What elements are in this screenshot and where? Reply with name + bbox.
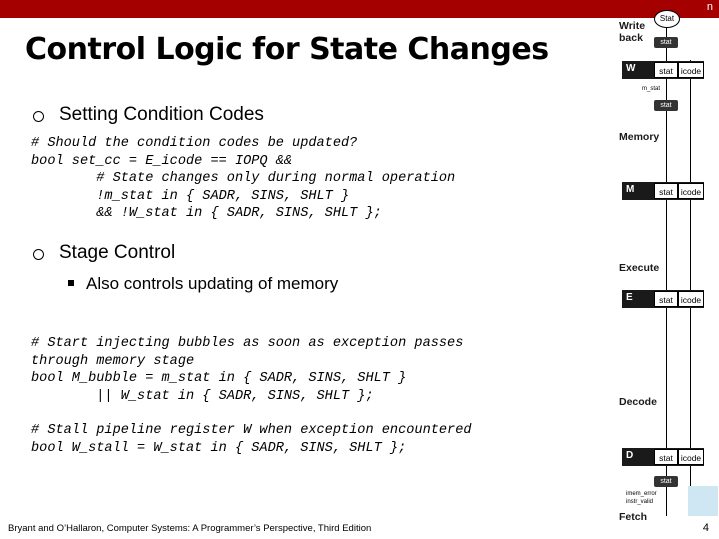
stage-label-writeback: Write back <box>619 20 646 44</box>
code-w-stall: # Stall pipeline register W when exception encountered bool W_stall = W_stat in { SADR, SINS, SHLT }; <box>31 423 472 456</box>
register-cell: icode <box>678 62 704 78</box>
sub-bullet <box>68 274 338 294</box>
register-cell: stat <box>654 62 678 78</box>
stat-box-m: stat <box>654 100 678 111</box>
register-cell: stat <box>654 449 678 465</box>
register-e <box>622 290 704 308</box>
register-letter: M <box>626 184 635 195</box>
stage-label-memory: Memory <box>619 131 660 143</box>
top-bar-text: n <box>706 1 713 13</box>
sub-bullet-text: Also controls updating of memory <box>86 274 339 293</box>
stage-label-fetch: Fetch <box>619 511 648 523</box>
register-letter: W <box>626 63 636 74</box>
register-cell: icode <box>678 183 704 199</box>
bullet-ring-icon <box>33 111 44 122</box>
stage-label-decode: Decode <box>619 396 657 408</box>
square-bullet-icon <box>68 280 74 286</box>
fetch-logic-block <box>688 486 718 516</box>
stat-oval: Stat <box>654 10 680 28</box>
pipeline-diagram <box>612 0 719 539</box>
fetch-signals <box>626 490 657 506</box>
register-cell: stat <box>654 183 678 199</box>
code-m-bubble: # Start injecting bubbles as soon as exception passes through memory stage bool M_bubble = m_stat in { SADR, SINS, SHLT } || W_stat in { SADR, SINS, SHLT }; <box>31 336 464 404</box>
register-cell: stat <box>654 291 678 307</box>
register-cell: icode <box>678 449 704 465</box>
m-stat-label: m_stat <box>642 86 661 92</box>
register-letter: E <box>626 292 633 303</box>
register-w <box>622 61 704 79</box>
imem-error-label: imem_error <box>626 491 657 497</box>
register-d <box>622 448 704 466</box>
stage-label-execute: Execute <box>619 262 660 274</box>
page-number: 4 <box>702 522 709 534</box>
register-letter: D <box>626 450 634 461</box>
stat-box-w: stat <box>654 37 678 48</box>
stat-box-f: stat <box>654 476 678 487</box>
instr-valid-label: instr_valid <box>626 499 654 505</box>
register-cell: icode <box>678 291 704 307</box>
slide-title: Control Logic for State Changes <box>25 32 549 67</box>
register-m <box>622 182 704 200</box>
code-set-cc: # Should the condition codes be updated? bool set_cc = E_icode == IOPQ && # State changes only during normal operation !m_stat in { SADR, SINS, SHLT } && !W_stat in { SADR, SINS, SHLT }; <box>31 136 456 221</box>
footer-citation: Bryant and O’Hallaron, Computer Systems: A Programmer’s Perspective, Third Edition <box>8 523 372 534</box>
bullet-ring-icon <box>33 249 44 260</box>
bullet-text: Stage Control <box>59 242 176 263</box>
bullet-text: Setting Condition Codes <box>59 104 264 125</box>
